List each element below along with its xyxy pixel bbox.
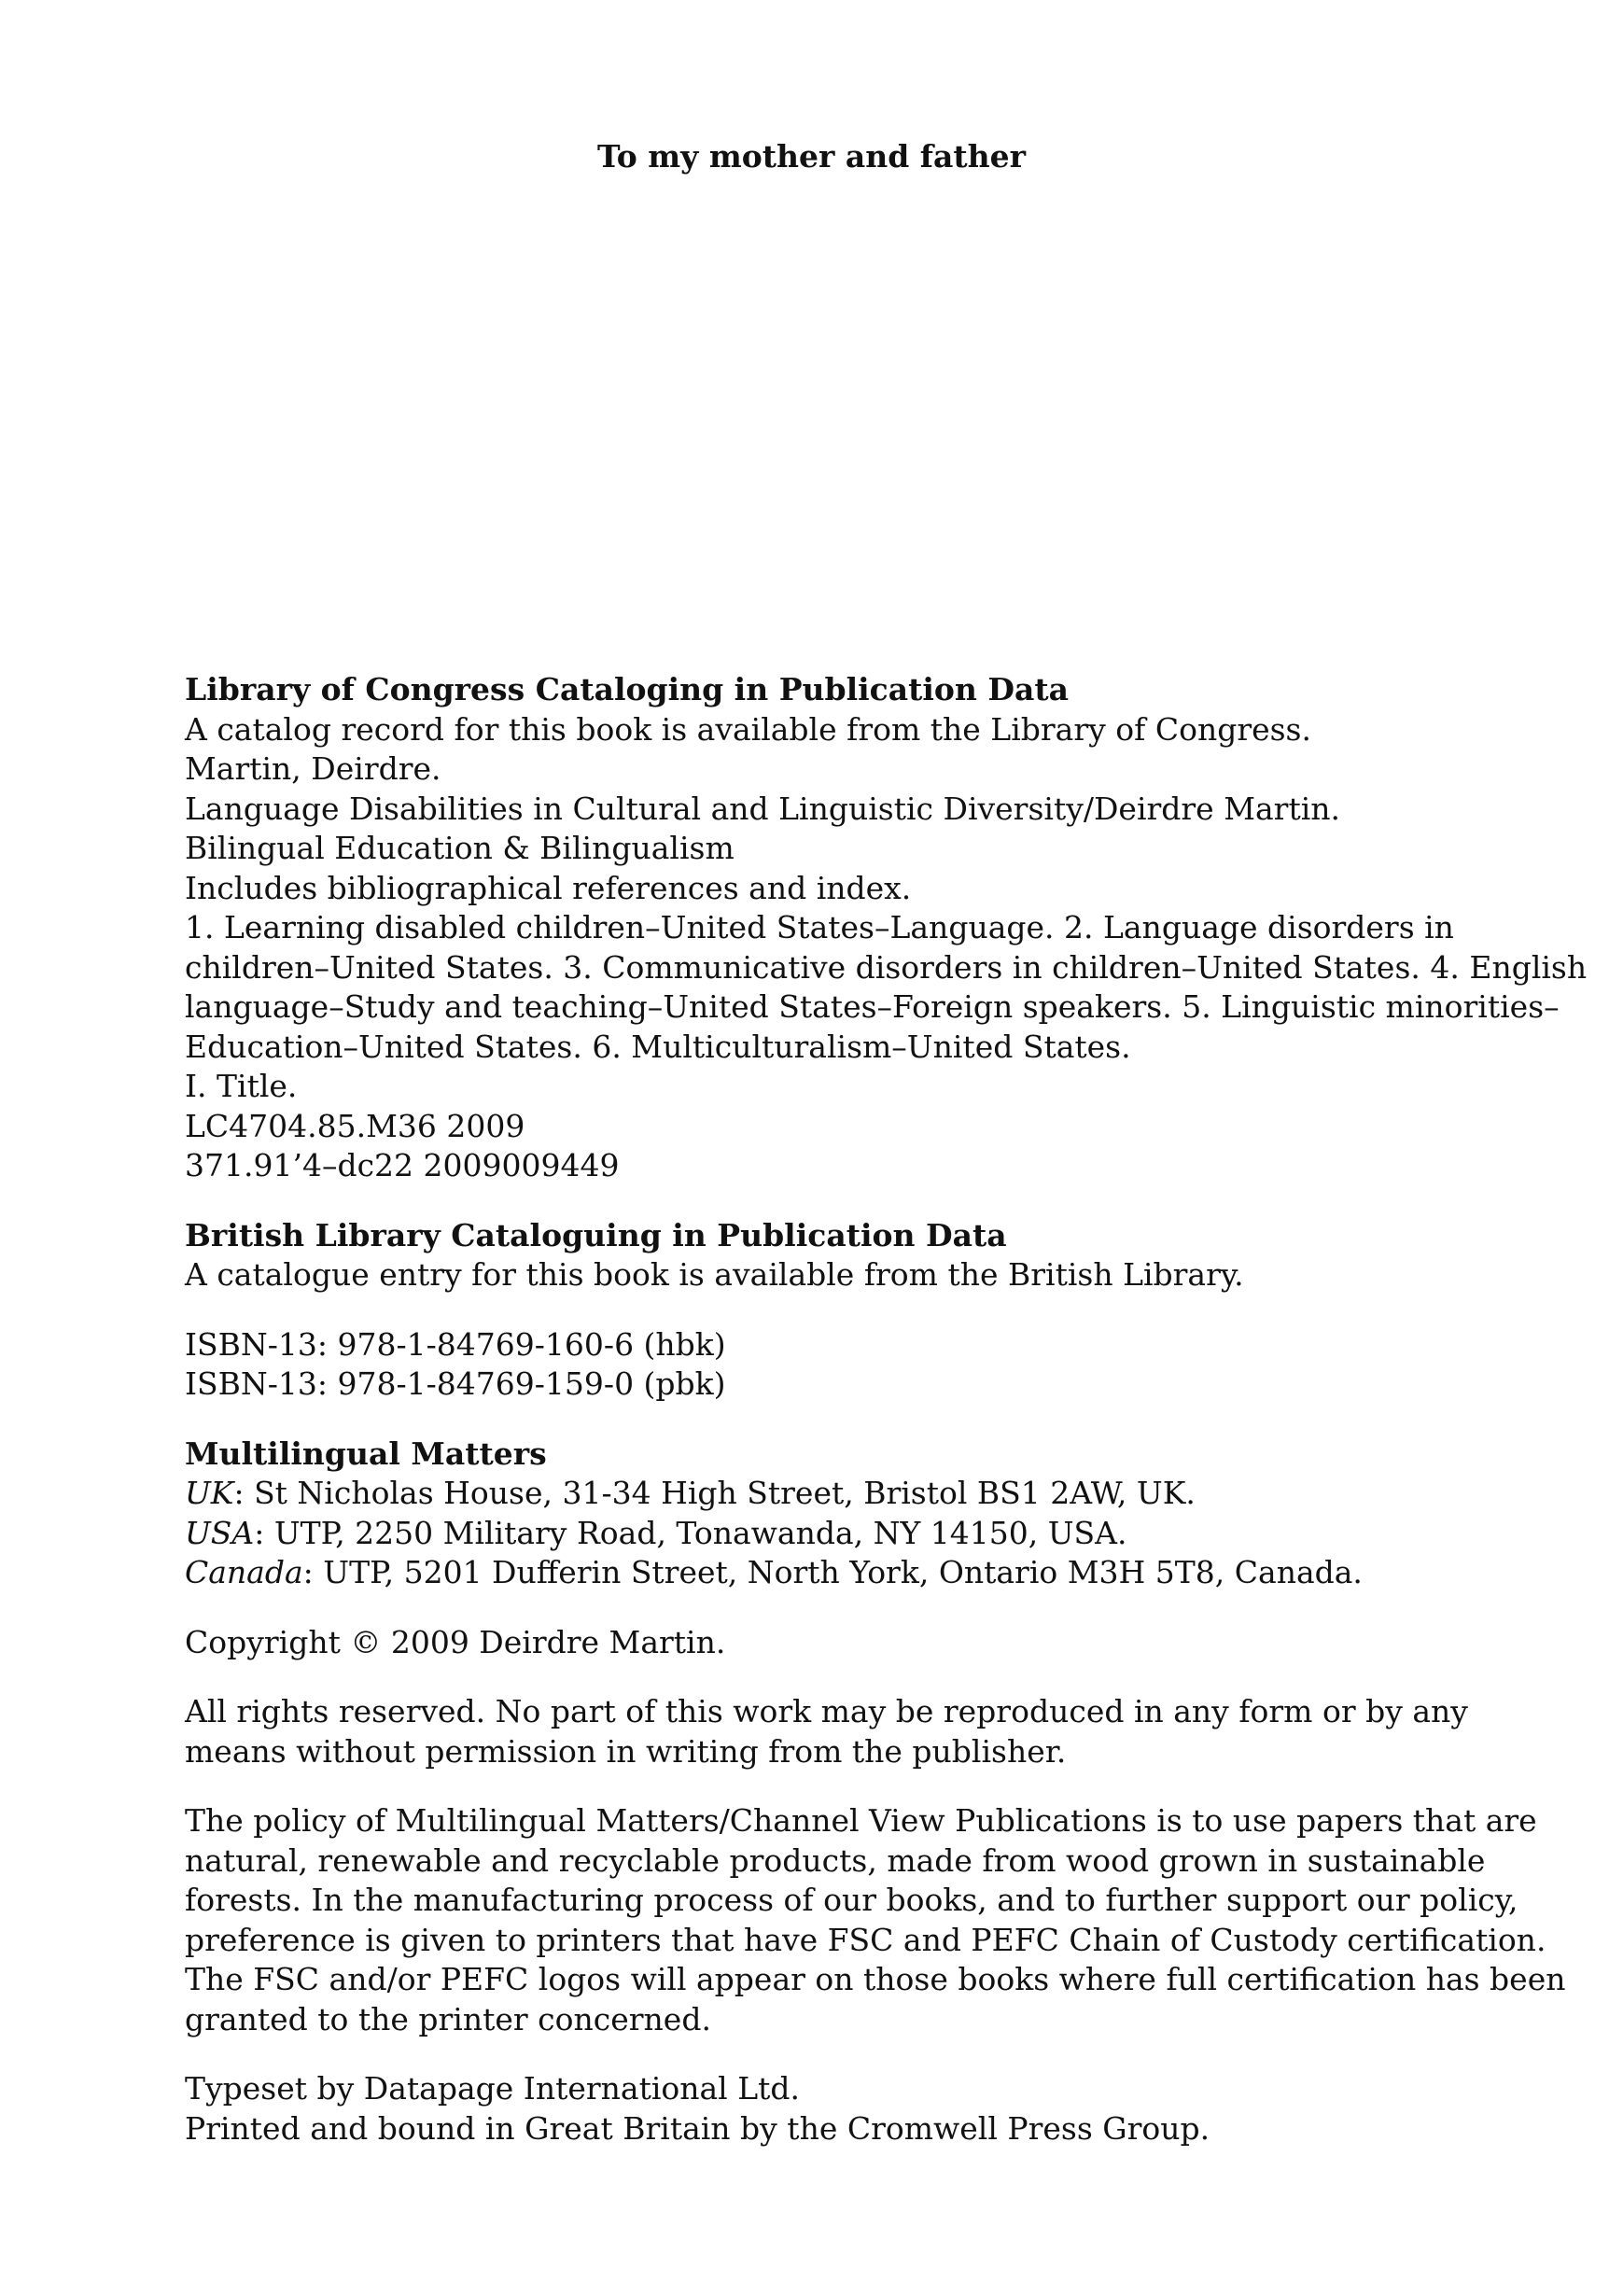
paper-policy <box>185 1801 1566 2039</box>
loc-cip-line: LC4704.85.M36 2009 <box>185 1107 525 1144</box>
isbn-hbk: ISBN-13: 978-1-84769-160-6 (hbk) <box>185 1325 726 1363</box>
bl-cip-section <box>185 1216 1501 1295</box>
address-country: UK <box>185 1475 234 1511</box>
policy-line: forests. In the manufacturing process of our books, and to further support our policy, <box>185 1882 1518 1918</box>
loc-cip-heading: Library of Congress Cataloging in Publication Data <box>185 671 1070 707</box>
dedication: To my mother and father <box>596 138 1027 175</box>
production-credits <box>185 2069 1501 2149</box>
address-text: : UTP, 5201 Dufferin Street, North York, Ontario M3H 5T8, Canada. <box>302 1554 1363 1590</box>
rights-line: All rights reserved. No part of this work may be reproduced in any form or by any <box>185 1693 1468 1729</box>
bl-cip-heading: British Library Cataloguing in Publication Data <box>185 1216 1007 1253</box>
isbn-section <box>185 1325 1501 1405</box>
loc-cip-line: A catalog record for this book is available from the Library of Congress. <box>185 710 1311 748</box>
publisher-name: Multilingual Matters <box>185 1435 547 1472</box>
printer-credit: Printed and bound in Great Britain by the Cromwell Press Group. <box>185 2109 1210 2147</box>
publisher-address-uk <box>185 1474 1501 1514</box>
policy-line: preference is given to printers that have FSC and PEFC Chain of Custody certification. <box>185 1921 1546 1958</box>
publisher-address-usa <box>185 1514 1501 1554</box>
bl-cip-line: A catalogue entry for this book is available from the British Library. <box>185 1256 1244 1293</box>
policy-line: natural, renewable and recyclable products, made from wood grown in sustainable <box>185 1841 1486 1879</box>
imprint-block <box>185 670 1588 2149</box>
policy-line: The policy of Multilingual Matters/Channel View Publications is to use papers that are <box>185 1802 1537 1839</box>
publisher-address-canada <box>185 1553 1501 1593</box>
loc-cip-line: Education–United States. 6. Multiculturalism–United States. <box>185 1028 1131 1065</box>
loc-cip-line: Bilingual Education & Bilingualism <box>185 830 735 866</box>
address-country: USA <box>185 1514 255 1551</box>
isbn-pbk: ISBN-13: 978-1-84769-159-0 (pbk) <box>185 1365 726 1402</box>
loc-cip-line: language–Study and teaching–United States–Foreign speakers. 5. Linguistic minorities– <box>185 988 1560 1025</box>
loc-cip-line: Includes bibliographical references and index. <box>185 869 912 906</box>
policy-line: The FSC and/or PEFC logos will appear on those books where full certification has been <box>185 1961 1566 1997</box>
publisher-section <box>185 1435 1501 1593</box>
address-country: Canada <box>185 1554 303 1590</box>
loc-cip-line: 371.91’4–dc22 2009009449 <box>185 1147 620 1183</box>
loc-cip-line: 1. Learning disabled children–United States–Language. 2. Language disorders in <box>185 909 1454 945</box>
loc-cip-line: I. Title. <box>185 1068 298 1104</box>
rights-statement <box>185 1692 1501 1771</box>
typeset-credit: Typeset by Datapage International Ltd. <box>185 2070 801 2107</box>
copyright-notice: Copyright © 2009 Deirdre Martin. <box>185 1623 726 1660</box>
loc-cip-line: Language Disabilities in Cultural and Linguistic Diversity/Deirdre Martin. <box>185 790 1340 827</box>
policy-line: granted to the printer concerned. <box>185 2000 711 2037</box>
address-text: : St Nicholas House, 31-34 High Street, Bristol BS1 2AW, UK. <box>233 1475 1196 1511</box>
address-text: : UTP, 2250 Military Road, Tonawanda, NY 14150, USA. <box>254 1514 1127 1551</box>
loc-cip-line: Martin, Deirdre. <box>185 750 441 787</box>
loc-cip-section <box>185 670 1588 1186</box>
rights-line: means without permission in writing from the publisher. <box>185 1732 1067 1770</box>
loc-cip-line: children–United States. 3. Communicative disorders in children–United States. 4. English <box>185 948 1588 986</box>
